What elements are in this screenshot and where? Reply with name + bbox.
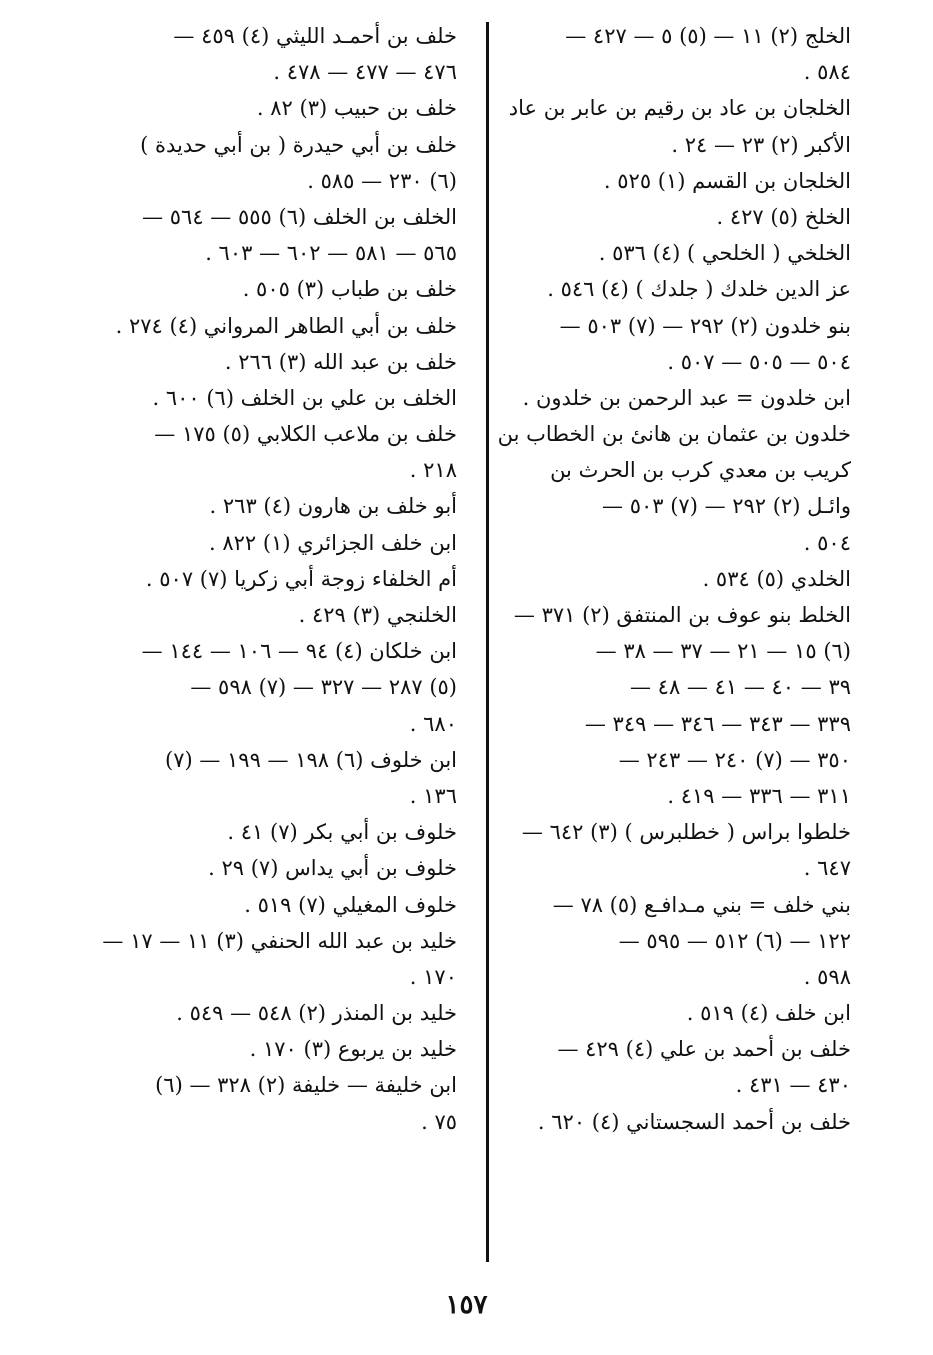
index-entry-line: الخلنجي (٣) ٤٢٩ .	[298, 603, 457, 627]
index-entry-line: خلف بن أبي حيدرة ( بن أبي حديدة )	[140, 132, 457, 157]
column-divider	[486, 22, 489, 1262]
page-number: ١٥٧	[445, 1290, 488, 1320]
index-entry-line: خليد بن المنذر (٢) ٥٤٨ — ٥٤٩ .	[176, 1001, 457, 1026]
index-column-left	[87, 18, 457, 1140]
index-entry-line: ٦٨٠ .	[409, 711, 457, 736]
index-entry-line: ٥٩٨ .	[803, 964, 851, 989]
index-entry-line: (٦) ٢٣٠ — ٥٨٥ .	[307, 168, 457, 193]
index-entry-line: خلوف بن أبي بكر (٧) ٤١ .	[227, 820, 457, 845]
index-entry-line: خلف بن عبد الله (٣) ٢٦٦ .	[224, 349, 457, 374]
index-entry-line: الخلف بن الخلف (٦) ٥٥٥ — ٥٦٤ —	[142, 204, 457, 229]
index-entry-line: الأكبر (٢) ٢٣ — ٢٤ .	[671, 132, 851, 157]
index-entry-line: ٣١١ — ٣٣٦ — ٤١٩ .	[667, 783, 851, 808]
index-entry-line: ابن خلوف (٦) ١٩٨ — ١٩٩ — (٧)	[165, 747, 457, 772]
index-entry-line: ٤٧٦ — ٤٧٧ — ٤٧٨ .	[273, 60, 457, 85]
index-entry-line: الخلف بن علي بن الخلف (٦) ٦٠٠ .	[152, 385, 457, 410]
index-entry-line: خلف بن أحمـد الليثي (٤) ٤٥٩ —	[173, 24, 457, 48]
index-entry-line: الخلجان بن عاد بن رقيم بن عابر بن عاد	[508, 96, 851, 121]
index-entry-line: أم الخلفاء زوجة أبي زكريا (٧) ٥٠٧ .	[145, 566, 457, 591]
index-entry-line: ١٧٠ .	[409, 964, 457, 989]
index-entry-line: ابن خلف (٤) ٥١٩ .	[686, 1001, 851, 1026]
index-entry-line: ٤٣٠ — ٤٣١ .	[735, 1073, 851, 1098]
index-entry-line: ١٣٦ .	[409, 783, 457, 808]
index-entry-line: الخلج (٢) ١١ — (٥) ٥ — ٤٢٧ —	[565, 24, 851, 48]
index-entry-line: خلف بن أحمد السجستاني (٤) ٦٢٠ .	[537, 1109, 851, 1134]
index-entry-line: ابن خلكان (٤) ٩٤ — ١٠٦ — ١٤٤ —	[141, 639, 457, 664]
index-entry-line: ٢١٨ .	[409, 458, 457, 483]
index-entry-line: خلوف المغيلي (٧) ٥١٩ .	[244, 892, 457, 917]
index-entry-line: ابن خليفة — خليفة (٢) ٣٢٨ — (٦)	[155, 1073, 457, 1098]
index-entry-line: بنو خلدون (٢) ٢٩٢ — (٧) ٥٠٣ —	[559, 313, 851, 338]
index-entry-line: خلف بن ملاعب الكلابي (٥) ١٧٥ —	[154, 422, 457, 447]
index-column-right	[461, 18, 851, 1140]
index-entry-line: خلوف بن أبي يداس (٧) ٢٩ .	[208, 856, 457, 881]
index-entry-line: خليد بن يربوع (٣) ١٧٠ .	[249, 1037, 457, 1062]
index-entry-line: ابن خلدون = عبد الرحمن بن خلدون .	[522, 385, 851, 410]
index-entry-line: خلف بن حبيب (٣) ٨٢ .	[256, 96, 457, 121]
index-entry-line: خلدون بن عثمان بن هانئ بن الخطاب بن	[497, 422, 851, 447]
index-entry-line: ٦٤٧ .	[803, 856, 851, 881]
index-entry-line: (٦) ١٥ — ٢١ — ٣٧ — ٣٨ —	[595, 639, 851, 664]
index-entry-line: ٣٣٩ — ٣٤٣ — ٣٤٦ — ٣٤٩ —	[584, 711, 851, 736]
index-entry-line: أبو خلف بن هارون (٤) ٢٦٣ .	[209, 494, 457, 519]
index-entry-line: خلف بن أبي الطاهر المرواني (٤) ٢٧٤ .	[115, 313, 457, 338]
index-entry-line: الخلط بنو عوف بن المنتفق (٢) ٣٧١ —	[513, 603, 851, 627]
index-entry-line: ٥٠٤ — ٥٠٥ — ٥٠٧ .	[667, 349, 851, 374]
index-entry-line: خلف بن أحمد بن علي (٤) ٤٢٩ —	[557, 1037, 851, 1062]
index-entry-line: خليد بن عبد الله الحنفي (٣) ١١ — ١٧ —	[102, 928, 457, 953]
index-entry-line: الخلدي (٥) ٥٣٤ .	[702, 566, 851, 591]
index-entry-line: ١٢٢ — (٦) ٥١٢ — ٥٩٥ —	[618, 928, 851, 953]
index-entry-line: الخلخ (٥) ٤٢٧ .	[716, 204, 851, 229]
index-entry-line: الخلخي ( الخلحي ) (٤) ٥٣٦ .	[598, 241, 851, 266]
index-entry-line: ٣٥٠ — (٧) ٢٤٠ — ٢٤٣ —	[618, 747, 851, 772]
index-entry-line: ٧٥ .	[421, 1109, 457, 1134]
index-entry-line: (٥) ٢٨٧ — ٣٢٧ — (٧) ٥٩٨ —	[190, 675, 457, 700]
index-entry-line: عز الدين خلدك ( جلدك ) (٤) ٥٤٦ .	[547, 277, 851, 302]
index-entry-line: خلطوا براس ( خطلبرس ) (٣) ٦٤٢ —	[521, 820, 851, 845]
index-entry-line: ابن خلف الجزائري (١) ٨٢٢ .	[209, 530, 457, 555]
index-entry-line: الخلجان بن القسم (١) ٥٢٥ .	[603, 168, 851, 193]
index-entry-line: وائـل (٢) ٢٩٢ — (٧) ٥٠٣ —	[602, 494, 851, 519]
index-entry-line: ٥٠٤ .	[803, 530, 851, 555]
index-entry-line: كريب بن معدي كرب بن الحرث بن	[550, 458, 851, 483]
index-entry-line: ٥٦٥ — ٥٨١ — ٦٠٢ — ٦٠٣ .	[205, 241, 457, 266]
index-entry-line: ٥٨٤ .	[803, 60, 851, 85]
index-entry-line: بني خلف = بني مـدافـع (٥) ٧٨ —	[552, 892, 851, 917]
index-entry-line: ٣٩ — ٤٠ — ٤١ — ٤٨ —	[629, 675, 851, 700]
index-entry-line: خلف بن طباب (٣) ٥٠٥ .	[242, 277, 457, 302]
